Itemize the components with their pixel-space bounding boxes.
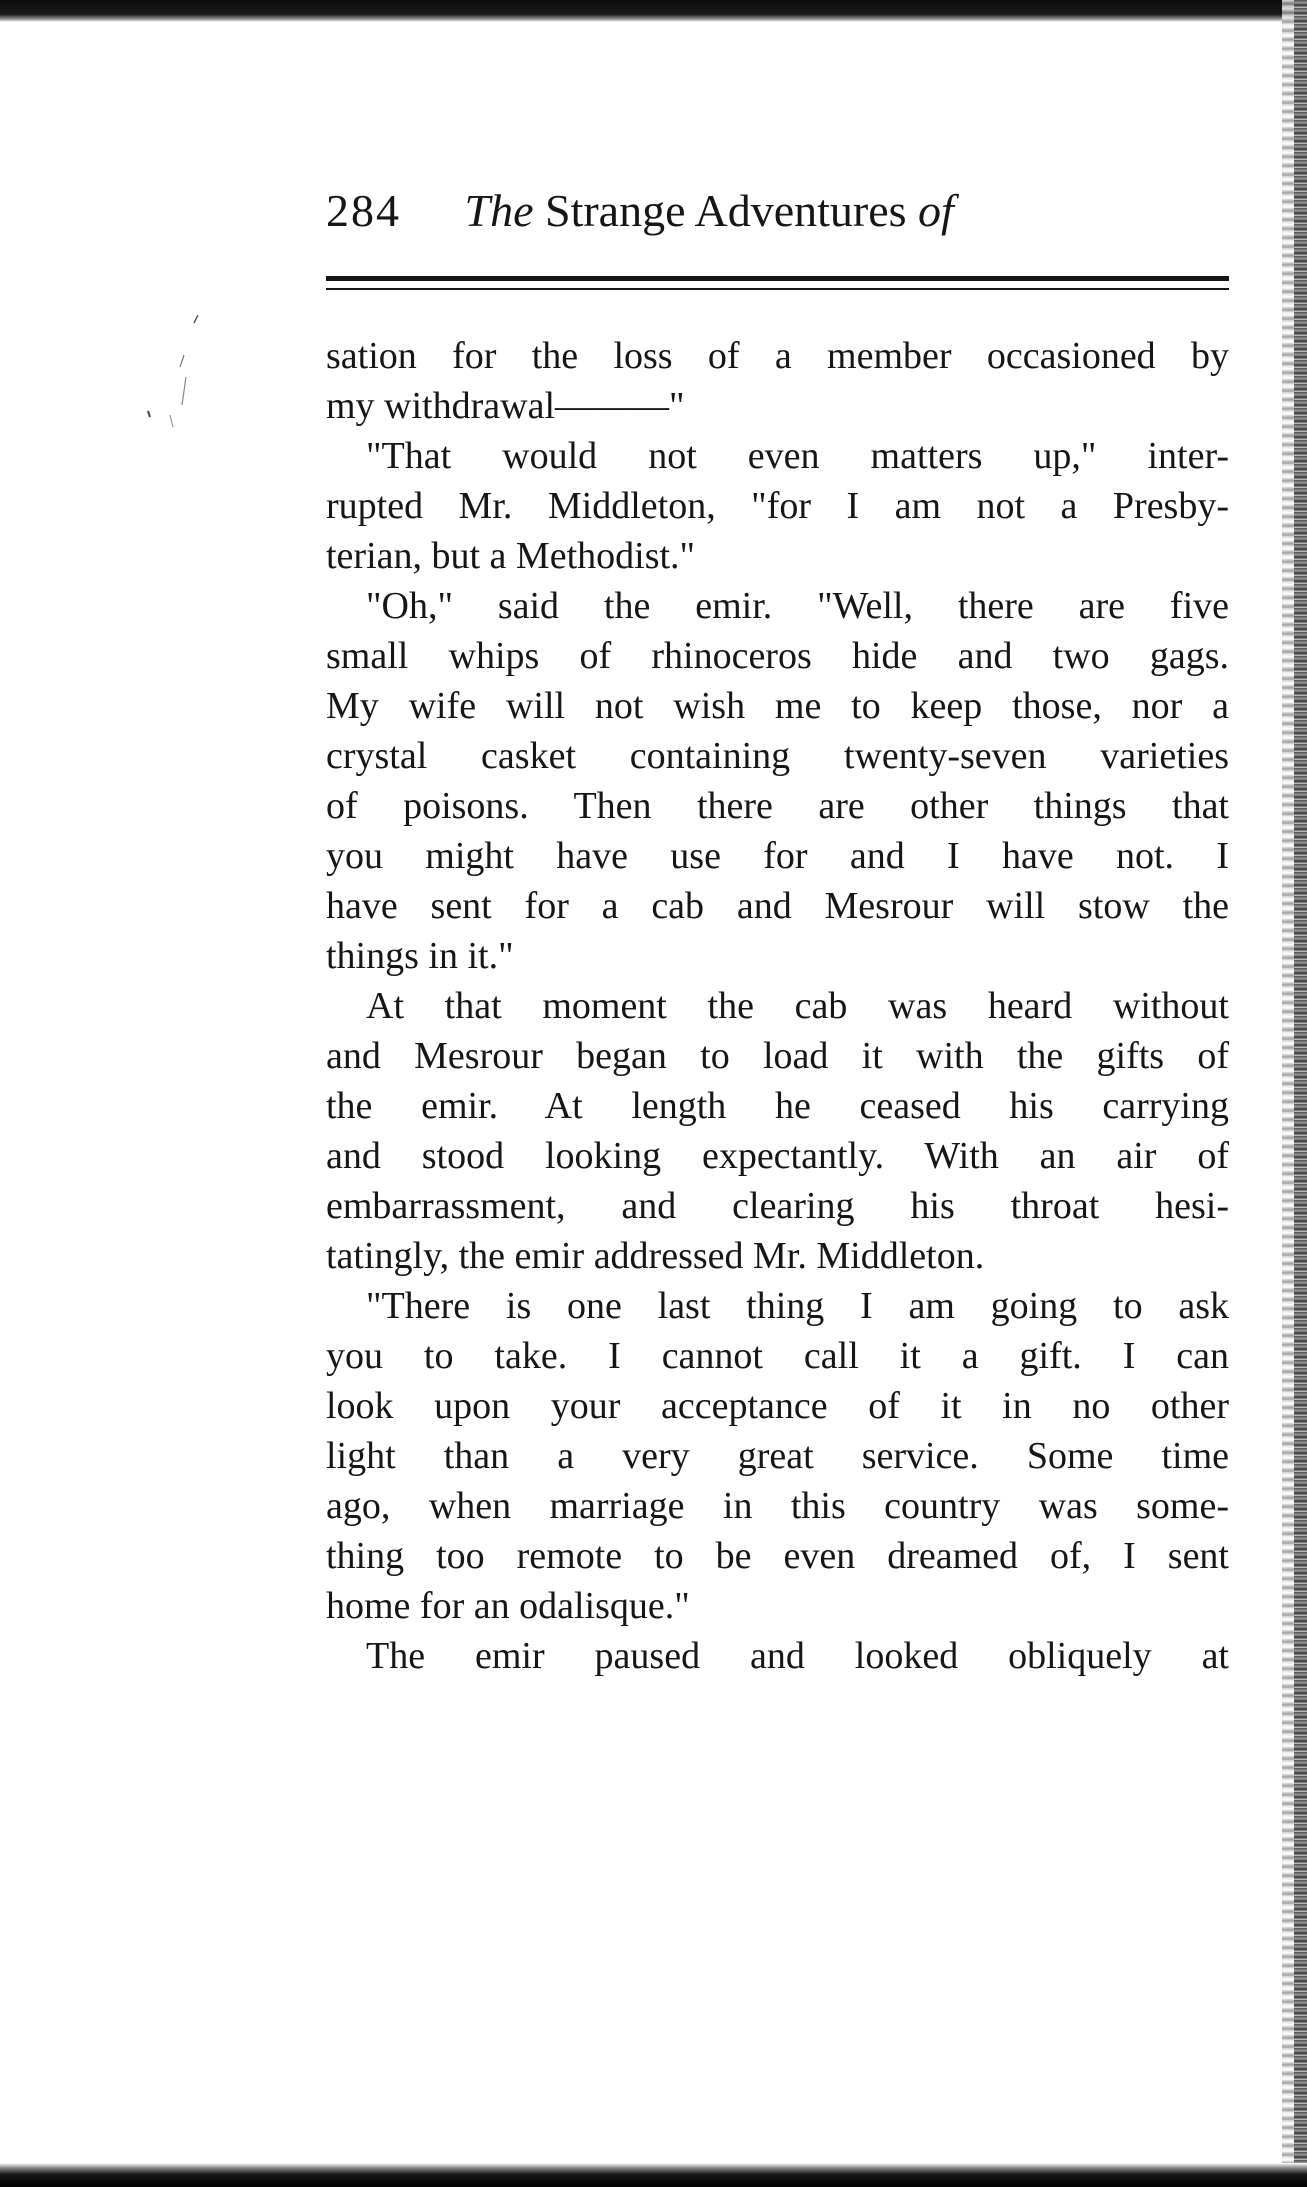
running-title-main: Strange Adventures	[545, 185, 907, 236]
running-title	[465, 185, 954, 236]
text-line: sation for the loss of a member occasioned by	[326, 335, 1229, 377]
text-line: ago, when marriage in this country was some-	[326, 1485, 1229, 1527]
text-line: tatingly, the emir addressed Mr. Middleton.	[326, 1235, 985, 1277]
text-line: thing too remote to be even dreamed of, I sent	[326, 1535, 1229, 1577]
text-line: The emir paused and looked obliquely at	[366, 1635, 1229, 1677]
running-header	[326, 176, 1226, 246]
scan-right-binding	[1294, 0, 1307, 2187]
text-line: "Oh," said the emir. "Well, there are five	[366, 585, 1229, 627]
scan-top-edge	[0, 0, 1307, 22]
text-line: small whips of rhinoceros hide and two gags.	[326, 635, 1229, 677]
text-line: At that moment the cab was heard without	[366, 985, 1229, 1027]
text-line: embarrassment, and clearing his throat hesi-	[326, 1185, 1229, 1227]
text-line: "That would not even matters up," inter-	[366, 435, 1229, 477]
text-line: crystal casket containing twenty-seven varieties	[326, 735, 1229, 777]
page-number: 284	[326, 185, 401, 236]
running-title-of: of	[918, 185, 954, 236]
text-line: my withdrawal———"	[326, 385, 685, 427]
text-line: you might have use for and I have not. I	[326, 835, 1229, 877]
text-line: terian, but a Methodist."	[326, 535, 696, 577]
running-title-the: The	[464, 185, 534, 236]
text-line: home for an odalisque."	[326, 1585, 690, 1627]
text-line: things in it."	[326, 935, 514, 977]
scan-bottom-edge	[0, 2163, 1307, 2187]
text-line: My wife will not wish me to keep those, nor a	[326, 685, 1229, 727]
text-line: look upon your acceptance of it in no other	[326, 1385, 1229, 1427]
header-rule-thick	[326, 276, 1229, 281]
text-line: you to take. I cannot call it a gift. I can	[326, 1335, 1229, 1377]
body-text	[326, 331, 1229, 1681]
text-line: the emir. At length he ceased his carrying	[326, 1085, 1229, 1127]
text-line: "There is one last thing I am going to ask	[366, 1285, 1229, 1327]
text-line: and Mesrour began to load it with the gifts of	[326, 1035, 1229, 1077]
header-rule-thin	[326, 288, 1229, 290]
text-line: of poisons. Then there are other things that	[326, 785, 1229, 827]
text-line: rupted Mr. Middleton, "for I am not a Presby-	[326, 485, 1229, 527]
margin-pencil-marks	[140, 315, 210, 445]
text-line: and stood looking expectantly. With an air of	[326, 1135, 1229, 1177]
text-line: light than a very great service. Some time	[326, 1435, 1229, 1477]
text-line: have sent for a cab and Mesrour will stow the	[326, 885, 1229, 927]
